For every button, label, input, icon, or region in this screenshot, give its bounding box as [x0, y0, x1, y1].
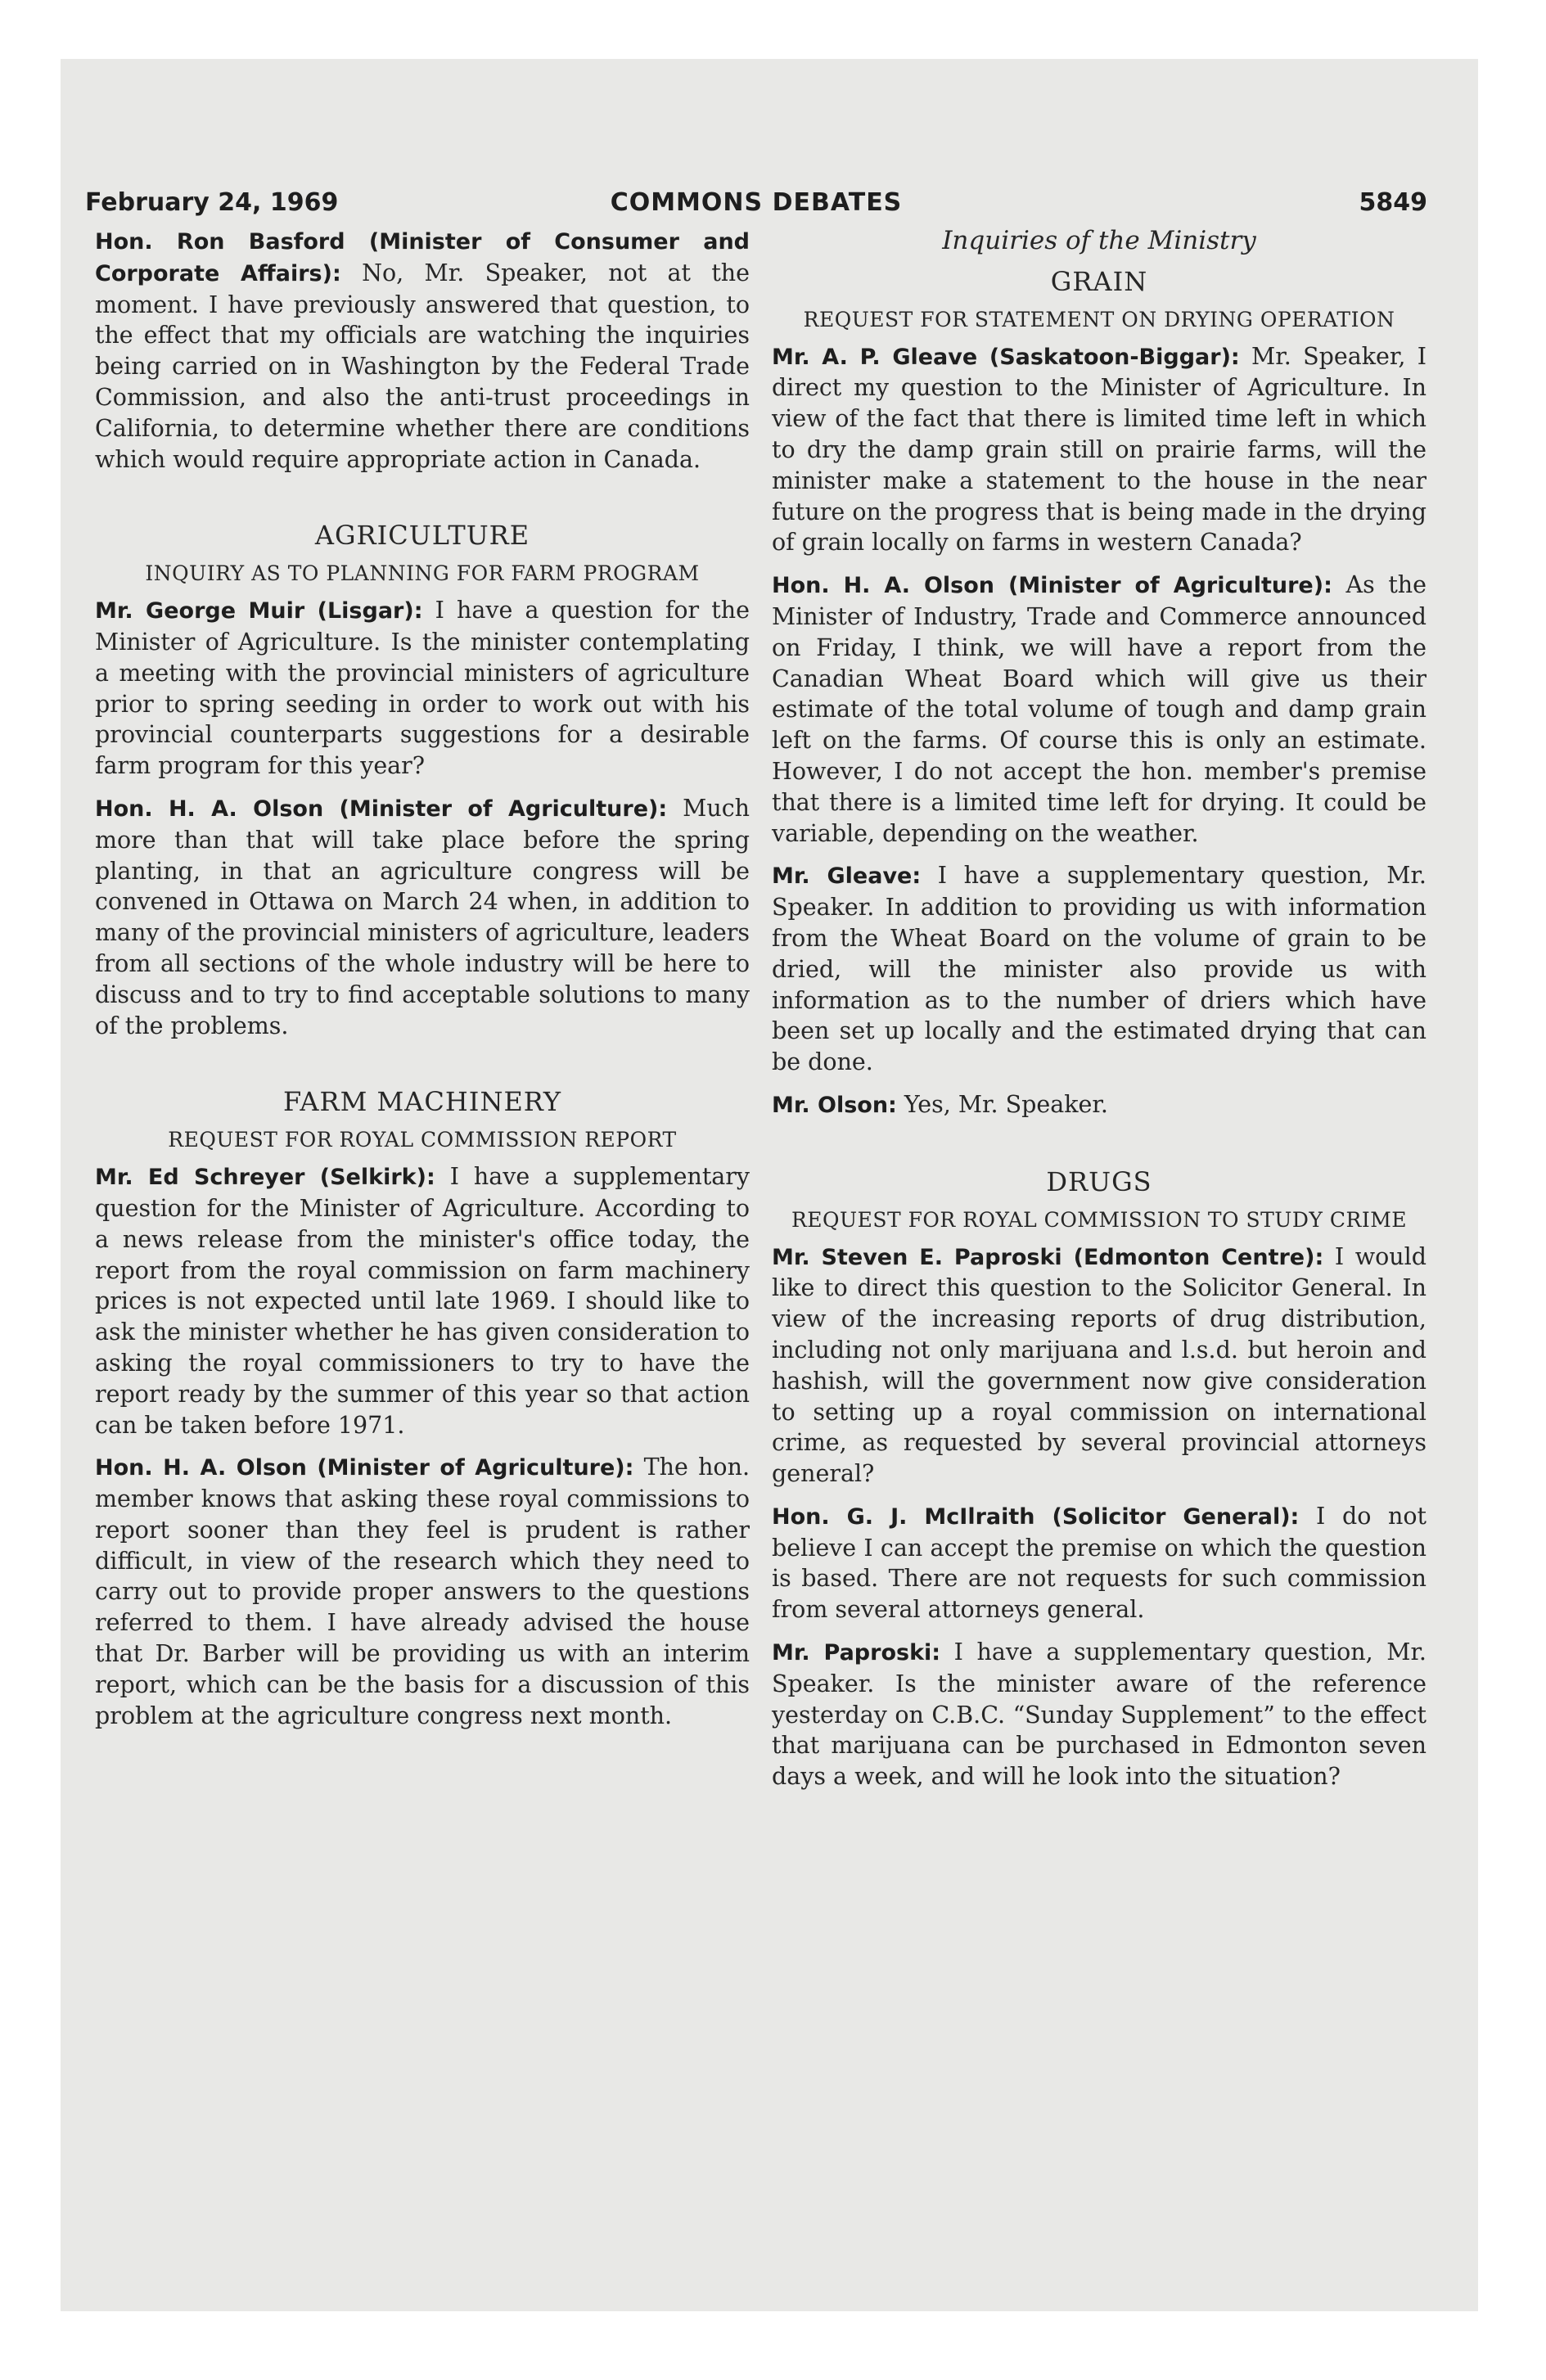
- speaker: Mr. Olson:: [772, 1092, 897, 1118]
- speech: I have a supplementary question, Mr. Speaker. In addition to providing us with information from the Wheat Board on the volume of grain to be dried, will the minister also provide us with information as to the number of driers which have been set up locally and the estimated drying that can be done.: [772, 862, 1427, 1076]
- paragraph: [772, 1637, 1427, 1792]
- speech: I have a question for the Minister of Agriculture. Is the minister contemplating a meeting with the provincial ministers of agriculture prior to spring seeding in order to work out with his provincial counterparts suggestions for a desirable farm program for this year?: [95, 597, 750, 780]
- section-title-farm-machinery: FARM MACHINERY: [282, 1086, 562, 1118]
- section-subtitle: REQUEST FOR ROYAL COMMISSION REPORT: [168, 1128, 677, 1152]
- paragraph: [772, 570, 1427, 849]
- header-date: February 24, 1969: [85, 188, 339, 217]
- section-title-grain: GRAIN: [1050, 265, 1148, 297]
- speech: Yes, Mr. Speaker.: [904, 1090, 1108, 1118]
- header-title: COMMONS DEBATES: [610, 188, 903, 217]
- speaker: Mr. Paproski:: [772, 1640, 941, 1666]
- speaker: Hon. H. A. Olson (Minister of Agriculture):: [772, 573, 1332, 599]
- right-column: [772, 226, 1427, 1804]
- speech: Much more than that will take place before the spring planting, in that an agriculture congress will be convened in Ottawa on March 24 when, in addition to many of the provincial ministers of agriculture, leaders from all sections of the whole industry will be here to discuss and to try to find acceptable solutions to many of the problems.: [95, 794, 750, 1039]
- speaker: Mr. George Muir (Lisgar):: [95, 598, 423, 624]
- paragraph: [95, 595, 750, 782]
- paragraph: [772, 341, 1427, 559]
- speech: I have a supplementary question, Mr. Speaker. Is the minister aware of the reference yesterday on C.B.C. “Sunday Supplement” to the effect that marijuana can be purchased in Edmonton seven days a week, and will he look into the situation?: [772, 1639, 1427, 1791]
- speaker: Mr. A. P. Gleave (Saskatoon-Biggar):: [772, 344, 1240, 370]
- paragraph: [95, 1452, 750, 1731]
- speech: As the Minister of Industry, Trade and Commerce announced on Friday, I think, we will have a report from the Canadian Wheat Board which will give us their estimate of the total volume of tough and damp grain left on the farms. Of course this is only an estimate. However, I do not accept the hon. member's premise that there is a limited time left for drying. It could be variable, depending on the weather.: [772, 571, 1427, 847]
- speaker: Mr. Steven E. Paproski (Edmonton Centre):: [772, 1244, 1324, 1270]
- speaker: Hon. H. A. Olson (Minister of Agriculture):: [95, 796, 668, 822]
- left-column: [95, 226, 750, 1742]
- paragraph: [772, 1089, 1427, 1121]
- speech: No, Mr. Speaker, not at the moment. I have previously answered that question, to the effect that my officials are watching the inquiries being carried on in Washington by the Federal Trade Commission, and also the anti-trust proceedings in California, to determine whether there are conditions which would require appropriate action in Canada.: [95, 259, 750, 473]
- section-subtitle: REQUEST FOR STATEMENT ON DRYING OPERATION: [803, 307, 1395, 331]
- speaker: Mr. Gleave:: [772, 863, 922, 890]
- speech: Mr. Speaker, I direct my question to the Minister of Agriculture. In view of the fact that there is limited time left in which to dry the damp grain still on prairie farms, will the minister make a statement to the house in the near future on the progress that is being made in the drying of grain locally on farms in western Canada?: [772, 342, 1427, 557]
- paragraph: [95, 226, 750, 475]
- section-subtitle: INQUIRY AS TO PLANNING FOR FARM PROGRAM: [145, 561, 700, 586]
- paragraph: [95, 793, 750, 1041]
- section-title-agriculture: AGRICULTURE: [314, 520, 530, 552]
- speaker: Hon. H. A. Olson (Minister of Agriculture):: [95, 1455, 634, 1481]
- header-page-number: 5849: [1359, 188, 1427, 217]
- paragraph: [95, 1161, 750, 1440]
- speech: The hon. member knows that asking these royal commissions to report sooner than they feel is prudent is rather difficult, in view of the research which they need to carry out to provide proper answers to the questions referred to them. I have already advised the house that Dr. Barber will be providing us with an interim report, which can be the basis for a discussion of this problem at the agriculture congress next month.: [95, 1454, 750, 1729]
- speaker: Hon. G. J. McIlraith (Solicitor General):: [772, 1503, 1300, 1530]
- speech: I would like to direct this question to the Solicitor General. In view of the increasing reports of drug distribution, including not only marijuana and l.s.d. but heroin and hashish, will the government now give consideration to setting up a royal commission on international crime, as requested by several provincial attorneys general?: [772, 1242, 1427, 1488]
- speaker: Mr. Ed Schreyer (Selkirk):: [95, 1165, 435, 1191]
- speaker: Hon. Ron Basford (Minister of Consumer and Corporate Affairs):: [95, 229, 750, 286]
- section-title-drugs: DRUGS: [1046, 1165, 1152, 1197]
- running-head: Inquiries of the Ministry: [942, 226, 1256, 255]
- paragraph: [772, 860, 1427, 1078]
- paragraph: [772, 1242, 1427, 1490]
- page-header: [85, 185, 1427, 226]
- speech: I have a supplementary question for the Minister of Agriculture. According to a news release from the minister's office today, the report from the royal commission on farm machinery prices is not expected until late 1969. I should like to ask the minister whether he has given consideration to asking the royal commissioners to try to have the report ready by the summer of this year so that action can be taken before 1971.: [95, 1163, 750, 1439]
- section-subtitle: REQUEST FOR ROYAL COMMISSION TO STUDY CRIME: [791, 1207, 1408, 1232]
- speech: I do not believe I can accept the premise on which the question is based. There are not requests for such commission from several attorneys general.: [772, 1502, 1427, 1624]
- paragraph: [772, 1501, 1427, 1625]
